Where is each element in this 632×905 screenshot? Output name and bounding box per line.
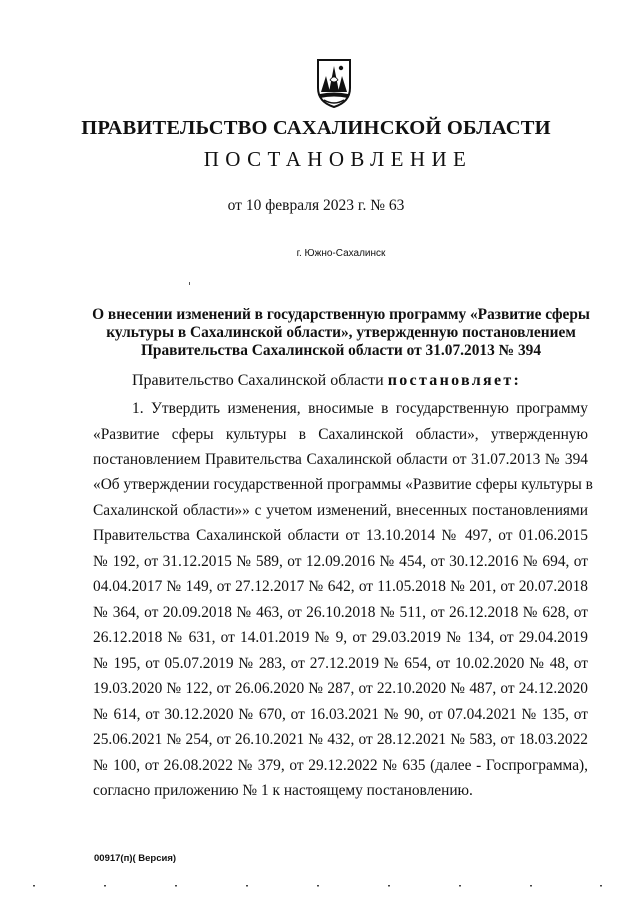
preamble-text: Правительство Сахалинской области <box>132 372 388 389</box>
body-line: постановлением Правительства Сахалинской области от 31.07.2013 № 394 <box>93 451 588 468</box>
preamble-resolves: постановляет: <box>387 372 522 389</box>
scan-speck <box>189 282 190 285</box>
page-bottom-marks <box>0 884 632 888</box>
body-line: «Об утверждении государственной программы «Развитие сферы культуры в <box>93 476 593 493</box>
subject-line: культуры в Сахалинской области», утвержденную постановлением <box>106 324 576 341</box>
document-city: г. Южно-Сахалинск <box>296 248 386 259</box>
body-line: № 100, от 26.08.2022 № 379, от 29.12.2022 № 635 (далее - Госпрограмма), <box>93 757 588 774</box>
subject-line: О внесении изменений в государственную программу «Развитие сферы <box>92 306 590 323</box>
body-line: 19.03.2020 № 122, от 26.06.2020 № 287, от 22.10.2020 № 487, от 24.12.2020 <box>93 680 588 697</box>
body-line: 04.04.2017 № 149, от 27.12.2017 № 642, от 11.05.2018 № 201, от 20.07.2018 <box>93 578 588 595</box>
preamble <box>132 372 521 390</box>
body-line: 1. Утвердить изменения, вносимые в государственную программу <box>132 400 588 417</box>
subject-line: Правительства Сахалинской области от 31.07.2013 № 394 <box>140 342 542 359</box>
body-line: Сахалинской области»» с учетом изменений, внесенных постановлениями <box>93 502 588 519</box>
body-line: 25.06.2021 № 254, от 26.10.2021 № 432, от 28.12.2021 № 583, от 18.03.2022 <box>93 731 588 748</box>
coat-of-arms-icon <box>316 58 352 108</box>
body-line: № 192, от 31.12.2015 № 589, от 12.09.2016 № 454, от 30.12.2016 № 694, от <box>93 553 588 570</box>
footer-version-code: 00917(п)( Версия) <box>94 853 177 864</box>
body-line: «Развитие сферы культуры в Сахалинской области», утвержденную <box>93 426 588 443</box>
body-line: № 364, от 20.09.2018 № 463, от 26.10.2018 № 511, от 26.12.2018 № 628, от <box>93 604 588 621</box>
body-line: № 614, от 30.12.2020 № 670, от 16.03.2021 № 90, от 07.04.2021 № 135, от <box>93 706 588 723</box>
document-type: ПОСТАНОВЛЕНИЕ <box>203 147 473 171</box>
body-line: согласно приложению № 1 к настоящему постановлению. <box>93 782 473 799</box>
document-date-number: от 10 февраля 2023 г. № 63 <box>227 197 405 214</box>
body-line: Правительства Сахалинской области от 13.10.2014 № 497, от 01.06.2015 <box>93 527 588 544</box>
body-line: № 195, от 05.07.2019 № 283, от 27.12.2019 № 654, от 10.02.2020 № 48, от <box>93 655 588 672</box>
document-subject <box>80 306 602 360</box>
body-line: 26.12.2018 № 631, от 14.01.2019 № 9, от 29.03.2019 № 134, от 29.04.2019 <box>93 629 588 646</box>
organization-title: ПРАВИТЕЛЬСТВО САХАЛИНСКОЙ ОБЛАСТИ <box>81 117 551 139</box>
